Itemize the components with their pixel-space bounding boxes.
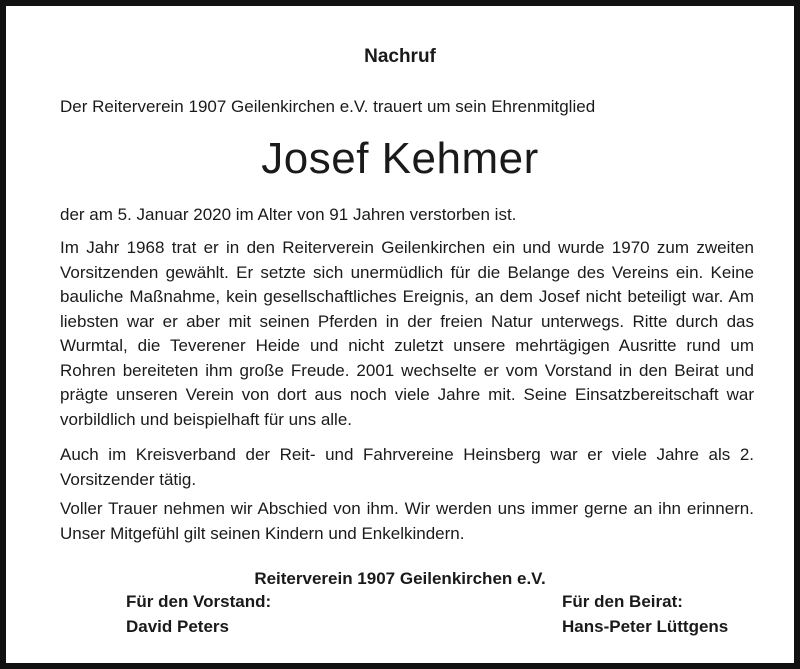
signatory-advisory bbox=[562, 589, 728, 639]
notice-heading: Nachruf bbox=[364, 46, 436, 67]
farewell-paragraph: Voller Trauer nehmen wir Abschied von ihm. Wir werden uns immer gerne an ihn erinnern. Unser Mitgefühl gilt seinen Kindern und Enkelkindern. bbox=[60, 499, 754, 543]
signatory-board bbox=[126, 589, 271, 639]
intro-line: Der Reiterverein 1907 Geilenkirchen e.V. trauert um sein Ehrenmitglied bbox=[60, 97, 596, 116]
signatory-role: Für den Beirat: bbox=[562, 592, 683, 611]
signatory-name: Hans-Peter Lüttgens bbox=[562, 617, 729, 636]
biography-paragraph: Im Jahr 1968 trat er in den Reiterverein Geilenkirchen ein und wurde 1970 zum zweiten Vorsitzenden gewählt. Er setzte sich unermüdlich für die Belange des Vereins ein. Keine bauliche Maßnahme, kein gesellschaftliches Ereignis, an dem Josef nicht beteiligt war. Am liebsten war er aber mit seinen Pferden in der freien Natur unterwegs. Ritte durch das Wurmtal, die Teverener Heide und nicht zuletzt unsere mehrtägigen Ausritte rund um Rohren bereiteten ihm große Freude. 2001 wechselte er vom Vorstand in den Beirat und prägte unseren Verein von dort aus noch viele Jahre mit. Seine Einsatzbereitschaft war vorbildlich und beispielhaft für uns alle. bbox=[60, 238, 754, 429]
signatory-name: David Peters bbox=[126, 617, 229, 636]
death-line: der am 5. Januar 2020 im Alter von 91 Jahren verstorben ist. bbox=[60, 205, 517, 224]
deceased-name: Josef Kehmer bbox=[261, 134, 539, 183]
signatory-role: Für den Vorstand: bbox=[126, 592, 272, 611]
association-paragraph: Auch im Kreisverband der Reit- und Fahrvereine Heinsberg war er viele Jahre als 2. Vorsitzender tätig. bbox=[60, 445, 754, 489]
club-signature: Reiterverein 1907 Geilenkirchen e.V. bbox=[254, 569, 546, 588]
